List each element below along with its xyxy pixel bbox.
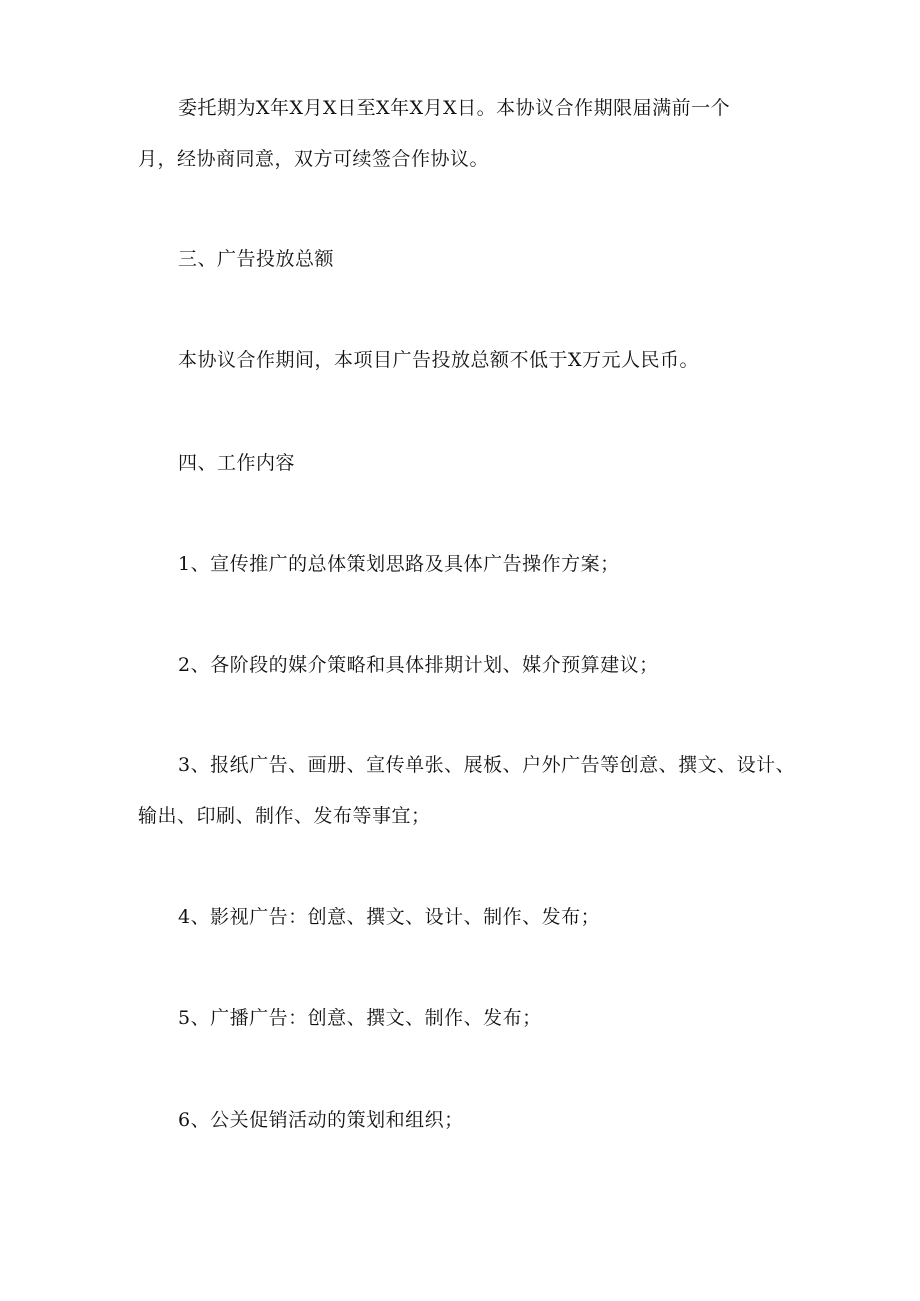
list-item-3-line-1: 3、报纸广告、画册、宣传单张、展板、户外广告等创意、撰文、设计、 [178,754,796,776]
section-3-heading: 三、广告投放总额 [178,248,335,270]
list-item-5: 5、广播广告：创意、撰文、制作、发布； [178,1007,542,1029]
section-3-body: 本协议合作期间，本项目广告投放总额不低于X万元人民币。 [178,349,700,371]
term-paragraph-line-1: 委托期为X年X月X日至X年X月X日。本协议合作期限届满前一个 [178,97,731,119]
section-4-heading: 四、工作内容 [178,452,296,474]
list-item-4: 4、影视广告：创意、撰文、设计、制作、发布； [178,906,601,928]
list-item-1: 1、宣传推广的总体策划思路及具体广告操作方案； [178,553,620,575]
list-item-3-line-2: 输出、印刷、制作、发布等事宜； [138,805,431,827]
term-paragraph-line-2: 月，经协商同意，双方可续签合作协议。 [138,148,490,170]
list-item-6: 6、公关促销活动的策划和组织； [178,1109,464,1131]
list-item-2: 2、各阶段的媒介策略和具体排期计划、媒介预算建议； [178,654,659,676]
